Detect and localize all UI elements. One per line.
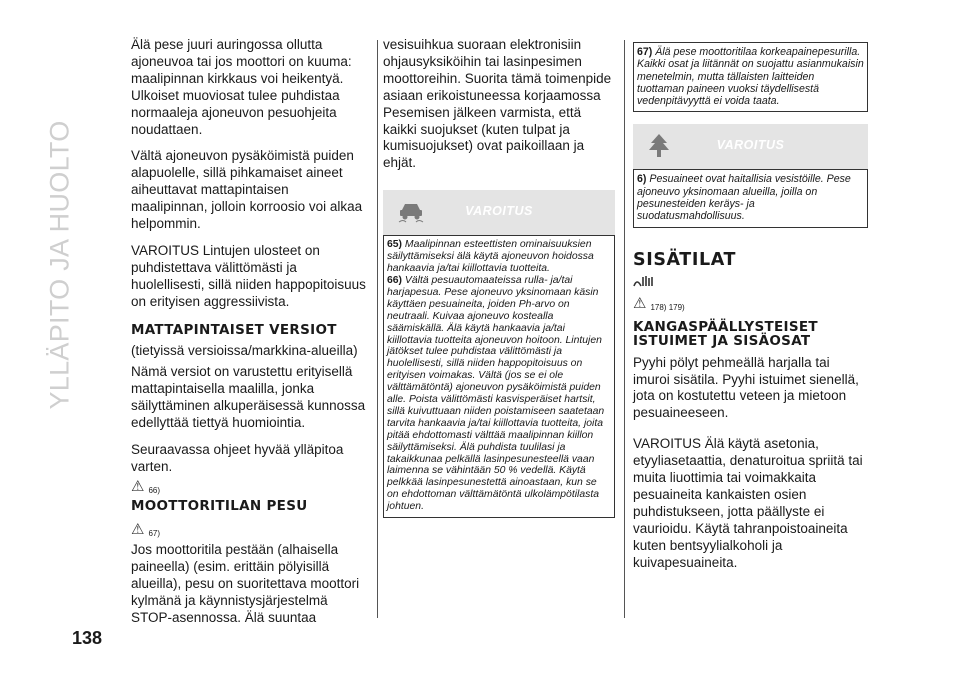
warning-item	[637, 173, 864, 222]
paragraph: Nämä versiot on varustettu erityisellä mattapintaisella maalilla, jonka säilyttäminen alkuperäisessä kunnossa edellyttää tiettyä huomiointia.	[131, 364, 366, 430]
page-number: 138	[72, 628, 103, 648]
warning-item	[387, 239, 611, 275]
column-3	[633, 42, 868, 582]
reference-number: 66)	[148, 486, 161, 496]
warning-triangle-icon: ⚠	[131, 520, 145, 538]
warning-number: 6)	[637, 173, 647, 186]
reference	[633, 274, 868, 290]
paragraph: vesisuihkua suoraan elektronisiin ohjausyksiköihin tai lasinpesimen moottoreihin. Suorita tämä toimenpide asiaan erikoistuneessa korjaamossa Pesemisen jälkeen varmista, että kaikki suojukset (kuten tulpat ja kumisuojukset) ovat paikoillaan ja ehjät.	[383, 37, 612, 171]
paragraph: Älä pese juuri auringossa ollutta ajoneuvoa tai jos moottori on kuuma: maalipinnan kirkkaus voi heikentyä. Ulkoiset muoviosat tulee puhdistaa normaaleja ajoneuvon pesuohjeita noudattaen.	[131, 37, 352, 137]
heading-mattapintaiset-versiot: MATTAPINTAISET VERSIOT	[131, 321, 337, 338]
reference-number: 67)	[148, 528, 161, 538]
paragraph: Jos moottoritila pestään (alhaisella paineella) (esim. erittäin pölyisillä alueilla), pesu on suoritettava moottori kylmänä ja käynnistysjärjestelmä STOP-asennossa. Älä suuntaa	[131, 541, 360, 625]
column-2	[383, 37, 615, 518]
heading-sisatilat: SISÄTILAT	[633, 249, 737, 270]
section-side-title: YLLÄPITO JA HUOLTO	[44, 120, 75, 410]
warning-text: Pesuaineet ovat haitallisia vesistöille. Pese ajoneuvo yksinomaan alueilla, joilla on pesunesteiden keräys- ja suodatusmahdollisuus.	[637, 173, 851, 223]
reference	[633, 294, 868, 312]
reference	[131, 477, 367, 495]
warning-item	[637, 46, 864, 107]
paragraph: VAROITUS Älä käytä asetonia, etyyliasetaattia, denaturoitua spriitä tai muita liuottimia tai voimakkaita pesuaineita kankaisten osien puhdistukseen, jotta päällyste ei vaurioidu. Käytä tahranpoistoaineita kuten bentsyylialkoholi ja kuivapesuaineita.	[633, 436, 863, 570]
warning-text: Vältä pesuautomaateissa rulla- ja/tai harjapesua. Pese ajoneuvo yksinomaan käsin käyttäen pesuaineita, joiden Ph-arvo on neutraali. Kuivaa ajoneuvo kostealla säämiskällä. Älä käytä hankaavia ja/tai kiillottavia tuotteita ajoneuvon hoitoon. Lintujen jätökset tulee puhdistaa välittömästi ja huolellisesti, sillä niiden happopitoisuus on erityisen voimakas. Vältä (jos se ei ole välttämätöntä) ajoneuvon pysäköimistä puiden alle. Poista välittömästi kasvisperäiset hartsit, sillä kuivuttuaan niiden poistamiseen saatetaan tarvita hankaavia ja/tai kiillottavia tuotteita, joita pitää ehdottomasti välttää maalipinnan kiillon säilyttämiseksi. Älä puhdista tuulilasi ja takaikkunaa pelkällä lasinpesunesteellä vaan laimenna se vähintään 50 % vedellä. Käytä pelkkää lasinpesunestettä ainoastaan, kun se on ehdottoman välttämätöntä ulkolämpötilasta johtuen.	[387, 274, 605, 513]
warning-item	[387, 275, 611, 513]
warning-triangle-icon: ⚠	[131, 478, 145, 496]
paragraph: Vältä ajoneuvon pysäköimistä puiden alapuolelle, sillä pihkamaiset aineet aiheuttavat mattapintaisen maalipinnan, jolloin korroosio voi alkaa helpommin.	[131, 148, 363, 232]
warning-box	[633, 42, 868, 112]
heading-moottoritilan-pesu: MOOTTORITILAN PESU	[131, 498, 308, 515]
warning-number: 66)	[387, 274, 403, 286]
warning-triangle-icon: ⚠	[633, 294, 647, 312]
warning-text: Maalipinnan esteettisten ominaisuuksien säilyttämiseksi älä käytä ajoneuvon hoidossa hankaavia ja/tai kiillottavia tuotteita.	[387, 239, 594, 275]
paragraph: Pyyhi pölyt pehmeällä harjalla tai imuroi sisätila. Pyyhi istuimet sienellä, jota on kostutettu veteen ja mietoon pesuaineeseen.	[633, 354, 859, 421]
column-divider	[377, 40, 378, 618]
interior-icon	[633, 274, 655, 290]
warning-box	[383, 235, 615, 518]
reference	[131, 520, 367, 538]
warning-number: 65)	[387, 239, 403, 251]
warning-header	[633, 124, 868, 169]
warning-title: VAROITUS	[465, 204, 533, 219]
warning-header	[383, 190, 615, 235]
paragraph: Seuraavassa ohjeet hyvää ylläpitoa varten.	[131, 441, 344, 474]
warning-box	[633, 169, 868, 227]
paragraph: VAROITUS Lintujen ulosteet on puhdistettava välittömästi ja huolellisesti, sillä niiden happopitoisuus on erityisen aggressiivista.	[131, 242, 366, 309]
warning-text: Älä pese moottoritilaa korkeapainepesurilla. Kaikki osat ja liitännät on suojattu asianmukaisin menetelmin, mutta tällaisten laitteiden tuottaman paineen vuoksi täydellisestä vedenpitävyyttä ei voida taata.	[637, 46, 864, 108]
warning-title: VAROITUS	[716, 138, 785, 153]
paragraph: (tietyissä versioissa/markkina-alueilla)	[131, 343, 358, 359]
column-1	[131, 37, 367, 636]
reference-number: 178) 179)	[650, 302, 685, 312]
heading-kangaspaallysteiset: KANGASPÄÄLLYSTEISET ISTUIMET JA SISÄOSAT	[633, 318, 818, 350]
column-divider	[624, 40, 625, 618]
warning-number: 67)	[637, 46, 653, 58]
